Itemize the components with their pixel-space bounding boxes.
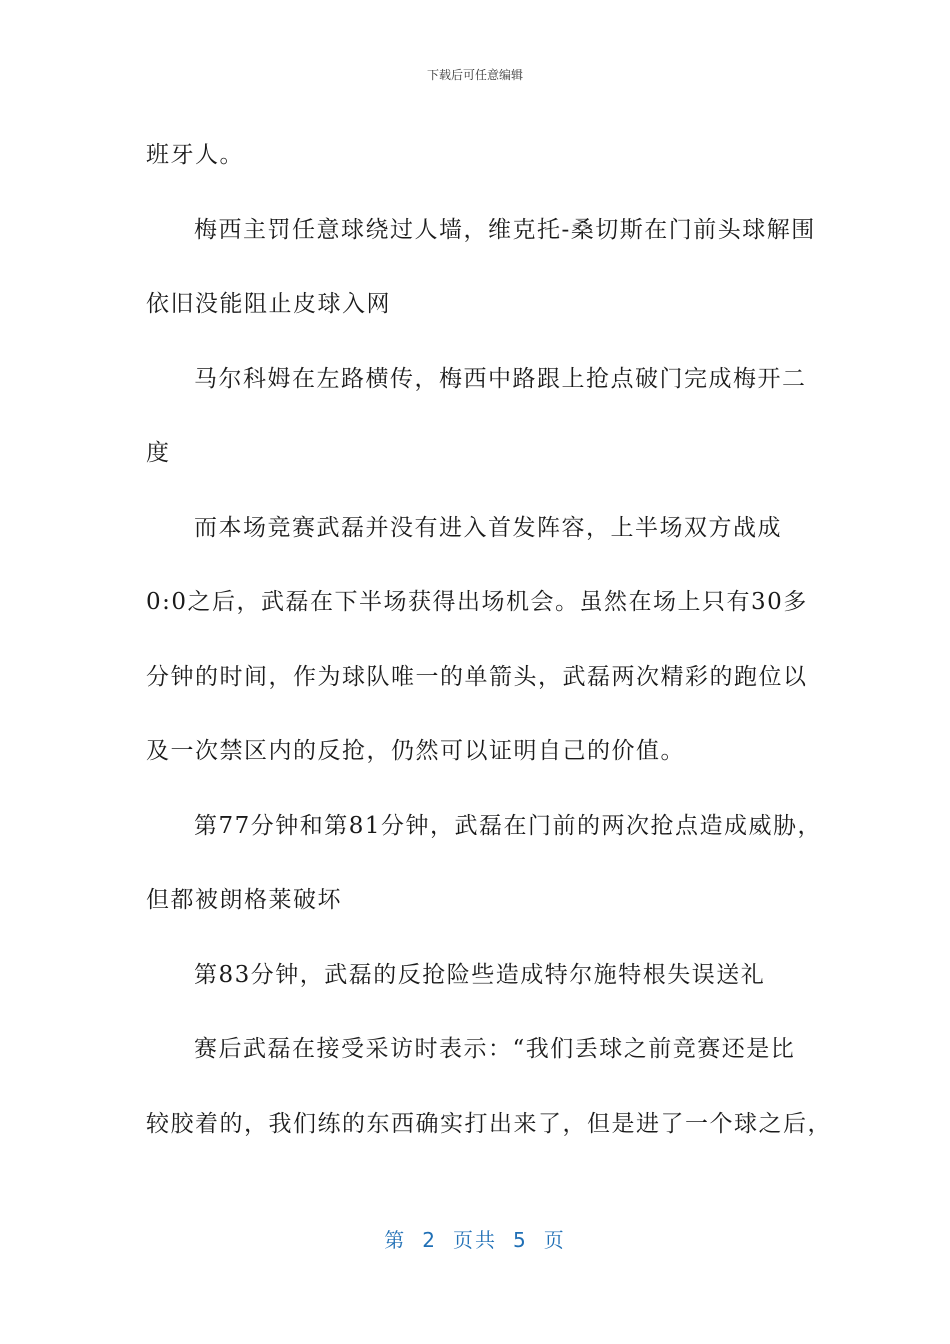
text-line: 0:0之后，武磊在下半场获得出场机会。虽然在场上只有30多 [146, 589, 808, 615]
footer-suffix: 页 [543, 1228, 566, 1252]
footer-prefix: 第 [384, 1228, 407, 1252]
page-header-note: 下载后可任意编辑 [426, 68, 523, 82]
text-line: 马尔科姆在左路横传，梅西中路跟上抢点破门完成梅开二 [194, 365, 807, 392]
document-body [146, 118, 832, 1161]
text-line: 分钟的时间，作为球队唯一的单箭头，武磊两次精彩的跑位以 [146, 663, 808, 690]
text-line: 而本场竞赛武磊并没有进入首发阵容，上半场双方战成 [194, 514, 782, 541]
text-line: 梅西主罚任意球绕过人墙，维克托-桑切斯在门前头球解围 [194, 216, 816, 243]
page-footer [0, 1224, 950, 1253]
text-line: 班牙人。 [146, 142, 244, 168]
text-line: 度 [146, 440, 171, 466]
text-line: 但都被朗格莱破坏 [146, 887, 342, 913]
text-line: 及一次禁区内的反抢，仍然可以证明自己的价值。 [146, 738, 685, 764]
text-line: 第77分钟和第81分钟，武磊在门前的两次抢点造成威胁， [194, 812, 823, 839]
footer-middle: 页共 [453, 1228, 497, 1252]
footer-current-page: 2 [422, 1228, 437, 1252]
text-line: 赛后武磊在接受采访时表示：“我们丢球之前竞赛还是比 [194, 1036, 796, 1062]
footer-total-pages: 5 [513, 1228, 528, 1252]
text-line: 较胶着的，我们练的东西确实打出来了，但是进了一个球之后， [146, 1110, 832, 1137]
text-line: 第83分钟，武磊的反抢险些造成特尔施特根失误送礼 [194, 961, 766, 988]
text-line: 依旧没能阻止皮球入网 [146, 291, 391, 317]
